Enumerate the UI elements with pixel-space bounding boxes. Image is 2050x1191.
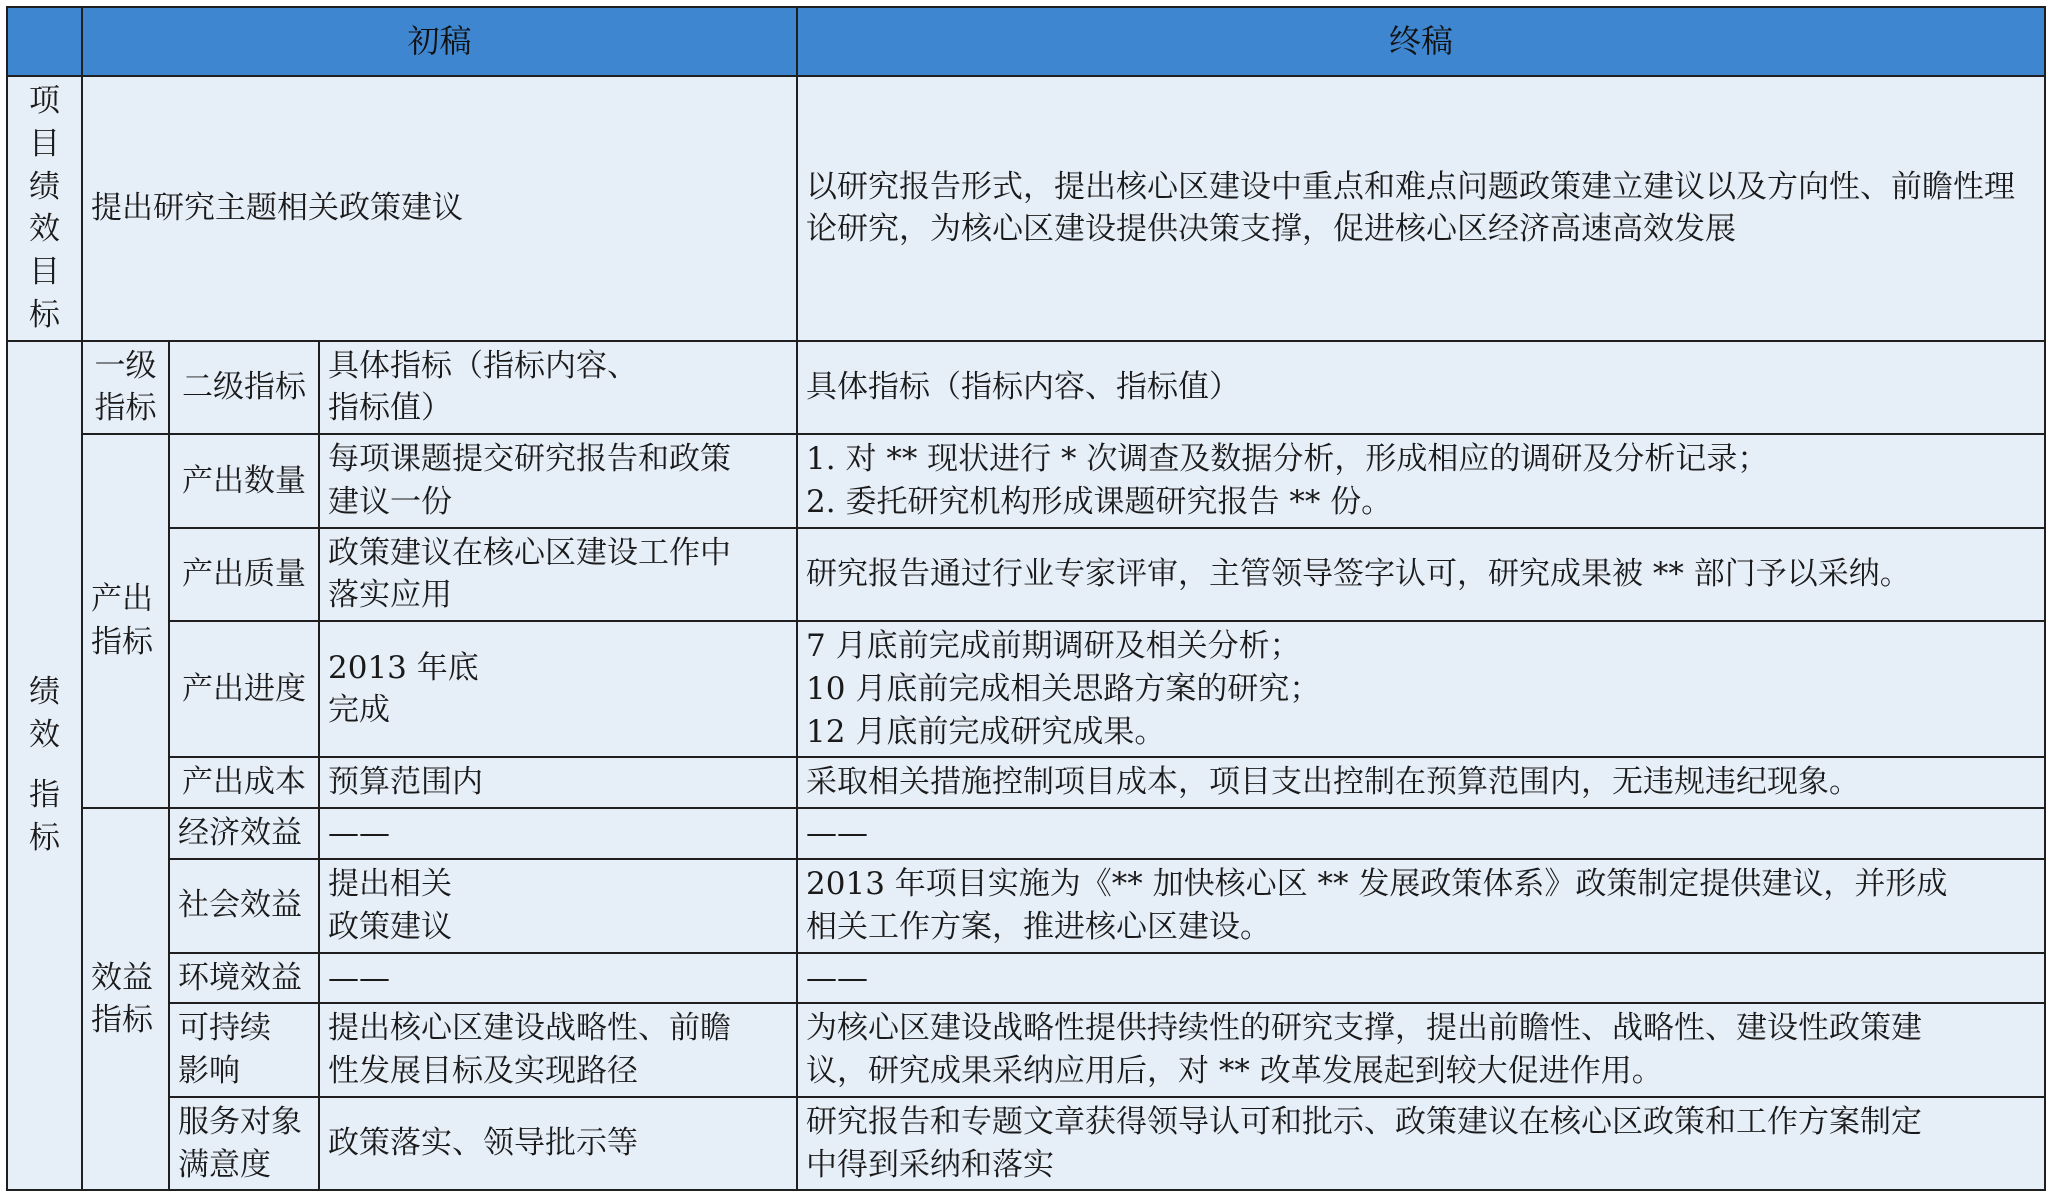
benefit-sustainable-draft: 提出核心区建设战略性、前瞻 性发展目标及实现路径 bbox=[319, 1003, 797, 1097]
goal-row bbox=[7, 76, 2045, 341]
goal-draft: 提出研究主题相关政策建议 bbox=[82, 76, 797, 341]
benefit-satisfaction-draft: 政策落实、领导批示等 bbox=[319, 1097, 797, 1191]
output-cost-name: 产出成本 bbox=[169, 757, 319, 808]
table-row bbox=[7, 808, 2045, 859]
subheader-final: 具体指标（指标内容、指标值） bbox=[797, 341, 2045, 435]
output-quality-name: 产出质量 bbox=[169, 528, 319, 622]
output-progress-final: 7 月底前完成前期调研及相关分析； 10 月底前完成相关思路方案的研究； 12 月底前完成研究成果。 bbox=[797, 621, 2045, 757]
benefit-satisfaction-final: 研究报告和专题文章获得领导认可和批示、政策建议在核心区政策和工作方案制定 中得到采纳和落实 bbox=[797, 1097, 2045, 1191]
benefit-social-final: 2013 年项目实施为《** 加快核心区 ** 发展政策体系》政策制定提供建议，并形成 相关工作方案，推进核心区建设。 bbox=[797, 859, 2045, 953]
table-row bbox=[7, 953, 2045, 1004]
table-row bbox=[7, 528, 2045, 622]
benefit-economic-draft: —— bbox=[319, 808, 797, 859]
goal-label: 项目 绩效 目标 bbox=[7, 76, 82, 341]
output-quantity-draft: 每项课题提交研究报告和政策 建议一份 bbox=[319, 434, 797, 528]
output-indicators-label: 产出 指标 bbox=[82, 434, 169, 808]
benefit-indicators-label: 效益 指标 bbox=[82, 808, 169, 1190]
performance-table bbox=[6, 6, 2046, 1191]
header-row bbox=[7, 7, 2045, 76]
output-quality-draft: 政策建议在核心区建设工作中 落实应用 bbox=[319, 528, 797, 622]
output-quality-final: 研究报告通过行业专家评审，主管领导签字认可，研究成果被 ** 部门予以采纳。 bbox=[797, 528, 2045, 622]
benefit-environment-draft: —— bbox=[319, 953, 797, 1004]
subheader-level1: 一级 指标 bbox=[82, 341, 169, 435]
benefit-environment-name: 环境效益 bbox=[169, 953, 319, 1004]
table-row bbox=[7, 859, 2045, 953]
header-final: 终稿 bbox=[797, 7, 2045, 76]
header-draft: 初稿 bbox=[82, 7, 797, 76]
table-row bbox=[7, 1097, 2045, 1191]
benefit-sustainable-name: 可持续 影响 bbox=[169, 1003, 319, 1097]
indicator-subheader-row bbox=[7, 341, 2045, 435]
table-row bbox=[7, 757, 2045, 808]
output-quantity-name: 产出数量 bbox=[169, 434, 319, 528]
output-progress-draft: 2013 年底 完成 bbox=[319, 621, 797, 757]
header-blank-cell bbox=[7, 7, 82, 76]
benefit-environment-final: —— bbox=[797, 953, 2045, 1004]
goal-final: 以研究报告形式，提出核心区建设中重点和难点问题政策建立建议以及方向性、前瞻性理论研究，为核心区建设提供决策支撑，促进核心区经济高速高效发展 bbox=[797, 76, 2045, 341]
indicators-label: 绩效 指标 bbox=[7, 341, 82, 1191]
benefit-social-name: 社会效益 bbox=[169, 859, 319, 953]
output-quantity-final: 1. 对 ** 现状进行 * 次调查及数据分析，形成相应的调研及分析记录； 2. 委托研究机构形成课题研究报告 ** 份。 bbox=[797, 434, 2045, 528]
output-progress-name: 产出进度 bbox=[169, 621, 319, 757]
benefit-economic-final: —— bbox=[797, 808, 2045, 859]
benefit-economic-name: 经济效益 bbox=[169, 808, 319, 859]
subheader-level2: 二级指标 bbox=[169, 341, 319, 435]
output-cost-final: 采取相关措施控制项目成本，项目支出控制在预算范围内，无违规违纪现象。 bbox=[797, 757, 2045, 808]
benefit-social-draft: 提出相关 政策建议 bbox=[319, 859, 797, 953]
benefit-sustainable-final: 为核心区建设战略性提供持续性的研究支撑，提出前瞻性、战略性、建设性政策建 议，研究成果采纳应用后，对 ** 改革发展起到较大促进作用。 bbox=[797, 1003, 2045, 1097]
output-cost-draft: 预算范围内 bbox=[319, 757, 797, 808]
benefit-satisfaction-name: 服务对象 满意度 bbox=[169, 1097, 319, 1191]
table-row bbox=[7, 434, 2045, 528]
table-row bbox=[7, 621, 2045, 757]
subheader-draft: 具体指标（指标内容、 指标值） bbox=[319, 341, 797, 435]
table-row bbox=[7, 1003, 2045, 1097]
